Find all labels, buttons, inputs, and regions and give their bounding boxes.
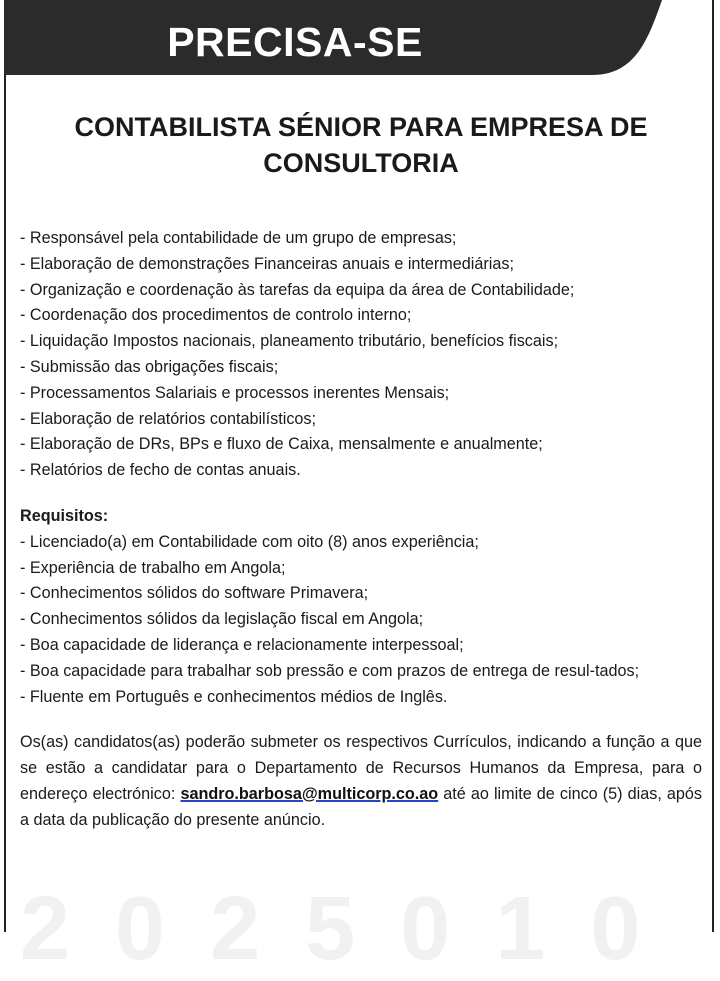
requirements-list <box>20 530 702 711</box>
list-item: - Elaboração de demonstrações Financeiras anuais e intermediárias; <box>20 254 514 273</box>
list-item: - Licenciado(a) em Contabilidade com oito (8) anos experiência; <box>20 532 479 551</box>
instructions-text: Os(as) candidatos(as) poderão submeter os respectivos Currículos, indicando a função a que se estão a candidatar para o Departamento de Recursos Humanos da Empresa, para o endereço electrónico: <box>20 733 702 803</box>
job-headline <box>10 109 712 181</box>
list-item: - Organização e coordenação às tarefas da equipa da área de Contabilidade; <box>20 280 575 299</box>
application-instructions <box>20 730 702 833</box>
list-item: - Relatórios de fecho de contas anuais. <box>20 461 301 480</box>
requirements-title: Requisitos: <box>20 506 109 525</box>
list-item: - Elaboração de DRs, BPs e fluxo de Caixa, mensalmente e anualmente; <box>20 435 543 454</box>
list-item: - Boa capacidade para trabalhar sob pressão e com prazos de entrega de resul-tados; <box>20 661 640 680</box>
list-item: - Conhecimentos sólidos da legislação fiscal em Angola; <box>20 610 424 629</box>
email-link[interactable]: sandro.barbosa@multicorp.co.ao <box>180 784 439 803</box>
instructions-deadline: até ao limite de cinco (5) dias, após a data da publicação do presente anúncio. <box>20 784 702 829</box>
headline-line-2: CONSULTORIA <box>263 148 459 178</box>
list-item: - Coordenação dos procedimentos de controlo interno; <box>20 306 412 325</box>
banner-title: PRECISA-SE <box>167 19 423 65</box>
list-item: - Responsável pela contabilidade de um grupo de empresas; <box>20 229 457 247</box>
ad-body <box>20 226 702 850</box>
list-item: - Liquidação Impostos nacionais, planeamento tributário, benefícios fiscais; <box>20 332 559 351</box>
list-item: - Experiência de trabalho em Angola; <box>20 558 286 577</box>
background-watermark: 2 0 2 5 0 1 0 <box>20 879 651 979</box>
list-item: - Elaboração de relatórios contabilísticos; <box>20 409 317 428</box>
list-item: - Processamentos Salariais e processos inerentes Mensais; <box>20 383 450 402</box>
list-item: - Fluente em Português e conhecimentos médios de Inglês. <box>20 687 448 706</box>
headline-line-1: CONTABILISTA SÉNIOR PARA EMPRESA DE <box>74 112 648 142</box>
list-item: - Conhecimentos sólidos do software Primavera; <box>20 584 369 603</box>
responsibilities-list <box>20 226 702 484</box>
list-item: - Submissão das obrigações fiscais; <box>20 357 279 376</box>
list-item: - Boa capacidade de liderança e relacionamente interpessoal; <box>20 635 464 654</box>
